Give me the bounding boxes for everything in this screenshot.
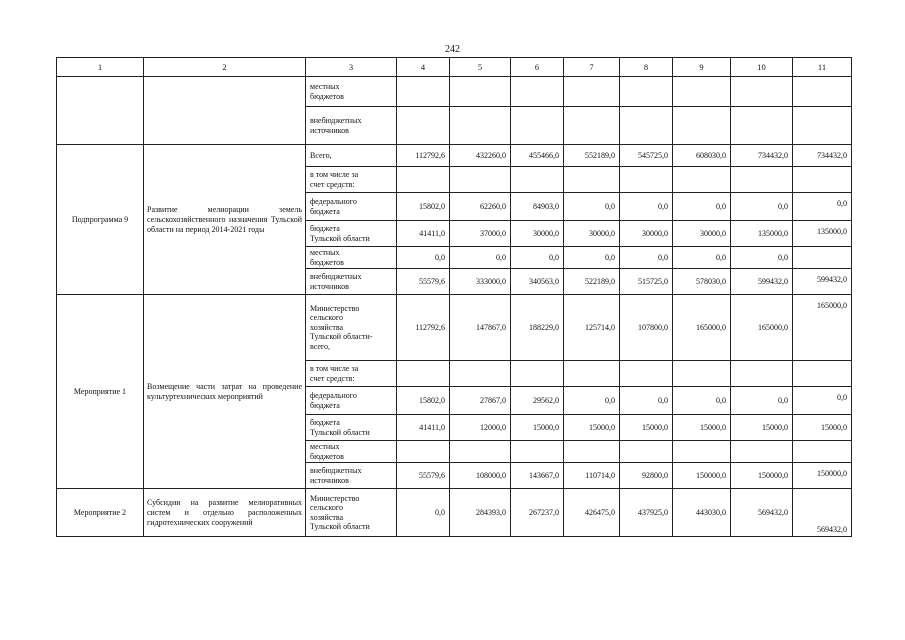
value-cell: 608030,0 bbox=[673, 145, 731, 167]
value-cell bbox=[397, 167, 450, 193]
value-cell: 30000,0 bbox=[673, 221, 731, 247]
value-cell bbox=[397, 77, 450, 107]
label-line: хозяйства bbox=[310, 322, 344, 332]
value-cell: 150000,0 bbox=[793, 463, 852, 489]
table-row bbox=[57, 77, 852, 107]
value-cell: 734432,0 bbox=[793, 145, 852, 167]
value-cell bbox=[673, 107, 731, 145]
label-line: хозяйства bbox=[310, 512, 344, 522]
funding-source-label bbox=[306, 167, 397, 193]
value-cell bbox=[731, 167, 793, 193]
value-cell: 188229,0 bbox=[511, 295, 564, 361]
value-cell bbox=[511, 107, 564, 145]
column-header: 3 bbox=[306, 58, 397, 77]
value-cell: 0,0 bbox=[731, 387, 793, 415]
label-line: Тульской области- bbox=[310, 332, 373, 342]
page-number: 242 bbox=[445, 44, 460, 55]
value-cell: 30000,0 bbox=[564, 221, 620, 247]
column-header: 9 bbox=[673, 58, 731, 77]
row-group-description: Развитие мелиорации земель сельскохозяйственного назначения Тульской области на период 2014-2021 годы bbox=[144, 145, 306, 295]
value-cell: 569432,0 bbox=[731, 489, 793, 537]
value-cell: 165000,0 bbox=[793, 295, 852, 361]
value-cell bbox=[793, 247, 852, 269]
column-header: 1 bbox=[57, 58, 144, 77]
value-cell: 545725,0 bbox=[620, 145, 673, 167]
value-cell: 455466,0 bbox=[511, 145, 564, 167]
label-line: бюджета bbox=[310, 418, 340, 428]
value-cell: 0,0 bbox=[793, 387, 852, 415]
funding-source-label bbox=[306, 221, 397, 247]
value-cell: 55579,6 bbox=[397, 269, 450, 295]
label-line: бюджета bbox=[310, 223, 340, 233]
label-line: источников bbox=[310, 281, 349, 291]
value-cell bbox=[620, 107, 673, 145]
value-cell: 0,0 bbox=[673, 247, 731, 269]
table-row bbox=[57, 145, 852, 167]
value-cell bbox=[620, 441, 673, 463]
value-cell: 15000,0 bbox=[564, 415, 620, 441]
table-body bbox=[57, 77, 852, 537]
label-line: в том числе за bbox=[310, 169, 359, 179]
value-cell: 165000,0 bbox=[731, 295, 793, 361]
value-cell: 0,0 bbox=[564, 247, 620, 269]
value-cell: 0,0 bbox=[564, 387, 620, 415]
column-header: 4 bbox=[397, 58, 450, 77]
value-cell: 284393,0 bbox=[450, 489, 511, 537]
value-cell: 432260,0 bbox=[450, 145, 511, 167]
value-cell bbox=[564, 167, 620, 193]
value-cell: 112792,6 bbox=[397, 145, 450, 167]
label-line: Министерство bbox=[310, 493, 360, 503]
label-line: бюджетов bbox=[310, 257, 344, 267]
funding-source-label bbox=[306, 415, 397, 441]
table-header bbox=[57, 58, 852, 77]
value-cell: 0,0 bbox=[620, 247, 673, 269]
label-line: Тульской области bbox=[310, 522, 370, 532]
label-line: местных bbox=[310, 442, 340, 452]
row-group-name: Подпрограмма 9 bbox=[57, 145, 144, 295]
value-cell bbox=[564, 361, 620, 387]
value-cell: 599432,0 bbox=[731, 269, 793, 295]
label-line: сельского bbox=[310, 503, 343, 513]
value-cell bbox=[511, 77, 564, 107]
value-cell: 15000,0 bbox=[793, 415, 852, 441]
funding-source-label bbox=[306, 441, 397, 463]
value-cell: 30000,0 bbox=[620, 221, 673, 247]
label-line: в том числе за bbox=[310, 364, 359, 374]
value-cell bbox=[450, 107, 511, 145]
row-group-description: Возмещение части затрат на проведение культуртехнических мероприятий bbox=[144, 295, 306, 489]
value-cell bbox=[673, 77, 731, 107]
value-cell: 147867,0 bbox=[450, 295, 511, 361]
value-cell: 515725,0 bbox=[620, 269, 673, 295]
value-cell bbox=[397, 441, 450, 463]
value-cell bbox=[564, 441, 620, 463]
value-cell bbox=[793, 77, 852, 107]
row-group-description: Субсидии на развитие мелиоративных систем и отдельно расположенных гидротехнических сооружений bbox=[144, 489, 306, 537]
value-cell bbox=[793, 107, 852, 145]
value-cell bbox=[620, 77, 673, 107]
value-cell: 552189,0 bbox=[564, 145, 620, 167]
column-header: 5 bbox=[450, 58, 511, 77]
value-cell: 108000,0 bbox=[450, 463, 511, 489]
value-cell bbox=[397, 107, 450, 145]
value-cell bbox=[731, 107, 793, 145]
label-line: счет средств: bbox=[310, 179, 355, 189]
column-header: 8 bbox=[620, 58, 673, 77]
value-cell bbox=[620, 361, 673, 387]
label-line: источников bbox=[310, 125, 349, 135]
column-header: 2 bbox=[144, 58, 306, 77]
value-cell: 0,0 bbox=[564, 193, 620, 221]
column-header: 10 bbox=[731, 58, 793, 77]
value-cell bbox=[793, 167, 852, 193]
value-cell: 150000,0 bbox=[731, 463, 793, 489]
label-line: бюджета bbox=[310, 400, 340, 410]
label-line: федерального bbox=[310, 196, 357, 206]
funding-source-label bbox=[306, 145, 397, 167]
value-cell: 0,0 bbox=[673, 193, 731, 221]
column-header: 6 bbox=[511, 58, 564, 77]
value-cell: 599432,0 bbox=[793, 269, 852, 295]
value-cell bbox=[450, 441, 511, 463]
value-cell: 734432,0 bbox=[731, 145, 793, 167]
funding-source-label bbox=[306, 247, 397, 269]
value-cell: 15000,0 bbox=[620, 415, 673, 441]
value-cell: 426475,0 bbox=[564, 489, 620, 537]
value-cell bbox=[793, 361, 852, 387]
value-cell: 15000,0 bbox=[673, 415, 731, 441]
value-cell: 0,0 bbox=[793, 193, 852, 221]
value-cell: 135000,0 bbox=[731, 221, 793, 247]
row-group-description bbox=[144, 77, 306, 145]
label-line: бюджета bbox=[310, 206, 340, 216]
label-line: всего, bbox=[310, 342, 331, 352]
label-line: Всего, bbox=[310, 150, 332, 160]
value-cell: 37000,0 bbox=[450, 221, 511, 247]
value-cell: 41411,0 bbox=[397, 415, 450, 441]
label-line: сельского bbox=[310, 313, 343, 323]
funding-source-label bbox=[306, 107, 397, 145]
value-cell bbox=[620, 167, 673, 193]
value-cell: 0,0 bbox=[511, 247, 564, 269]
funding-source-label bbox=[306, 387, 397, 415]
table-row bbox=[57, 295, 852, 361]
label-line: местных bbox=[310, 81, 340, 91]
value-cell bbox=[673, 167, 731, 193]
label-line: федерального bbox=[310, 391, 357, 401]
column-header: 11 bbox=[793, 58, 852, 77]
label-line: внебюджетных bbox=[310, 115, 362, 125]
value-cell: 0,0 bbox=[450, 247, 511, 269]
value-cell: 0,0 bbox=[397, 489, 450, 537]
value-cell: 30000,0 bbox=[511, 221, 564, 247]
value-cell: 15000,0 bbox=[731, 415, 793, 441]
value-cell: 12000,0 bbox=[450, 415, 511, 441]
label-line: бюджетов bbox=[310, 451, 344, 461]
value-cell bbox=[450, 361, 511, 387]
value-cell: 107800,0 bbox=[620, 295, 673, 361]
funding-source-label bbox=[306, 361, 397, 387]
value-cell: 92800,0 bbox=[620, 463, 673, 489]
value-cell: 578030,0 bbox=[673, 269, 731, 295]
value-cell bbox=[564, 77, 620, 107]
funding-source-label bbox=[306, 463, 397, 489]
value-cell bbox=[793, 441, 852, 463]
table-row bbox=[57, 489, 852, 537]
value-cell bbox=[564, 107, 620, 145]
value-cell: 165000,0 bbox=[673, 295, 731, 361]
funding-source-label bbox=[306, 269, 397, 295]
value-cell bbox=[731, 77, 793, 107]
value-cell: 443030,0 bbox=[673, 489, 731, 537]
value-cell: 0,0 bbox=[673, 387, 731, 415]
row-group-name: Мероприятие 2 bbox=[57, 489, 144, 537]
value-cell: 0,0 bbox=[397, 247, 450, 269]
value-cell: 29562,0 bbox=[511, 387, 564, 415]
value-cell: 569432,0 bbox=[793, 489, 852, 537]
value-cell: 15000,0 bbox=[511, 415, 564, 441]
value-cell: 0,0 bbox=[731, 247, 793, 269]
label-line: местных bbox=[310, 248, 340, 257]
row-group-name bbox=[57, 77, 144, 145]
label-line: Министерство bbox=[310, 303, 360, 313]
value-cell: 522189,0 bbox=[564, 269, 620, 295]
value-cell: 27867,0 bbox=[450, 387, 511, 415]
value-cell bbox=[450, 167, 511, 193]
value-cell: 15802,0 bbox=[397, 387, 450, 415]
value-cell: 41411,0 bbox=[397, 221, 450, 247]
value-cell: 55579,6 bbox=[397, 463, 450, 489]
label-line: бюджетов bbox=[310, 91, 344, 101]
budget-table bbox=[56, 57, 852, 537]
label-line: внебюджетных bbox=[310, 272, 362, 282]
value-cell: 135000,0 bbox=[793, 221, 852, 247]
value-cell: 125714,0 bbox=[564, 295, 620, 361]
funding-source-label bbox=[306, 489, 397, 537]
value-cell bbox=[450, 77, 511, 107]
value-cell bbox=[673, 361, 731, 387]
value-cell: 150000,0 bbox=[673, 463, 731, 489]
value-cell: 84903,0 bbox=[511, 193, 564, 221]
value-cell bbox=[673, 441, 731, 463]
row-group-name: Мероприятие 1 bbox=[57, 295, 144, 489]
value-cell: 267237,0 bbox=[511, 489, 564, 537]
label-line: счет средств: bbox=[310, 373, 355, 383]
value-cell: 110714,0 bbox=[564, 463, 620, 489]
value-cell bbox=[397, 361, 450, 387]
value-cell bbox=[731, 361, 793, 387]
value-cell: 15802,0 bbox=[397, 193, 450, 221]
value-cell bbox=[511, 167, 564, 193]
funding-source-label bbox=[306, 77, 397, 107]
value-cell: 0,0 bbox=[620, 387, 673, 415]
value-cell bbox=[731, 441, 793, 463]
value-cell: 0,0 bbox=[620, 193, 673, 221]
value-cell: 62260,0 bbox=[450, 193, 511, 221]
value-cell: 0,0 bbox=[731, 193, 793, 221]
value-cell: 112792,6 bbox=[397, 295, 450, 361]
value-cell bbox=[511, 441, 564, 463]
funding-source-label bbox=[306, 295, 397, 361]
value-cell: 340563,0 bbox=[511, 269, 564, 295]
funding-source-label bbox=[306, 193, 397, 221]
value-cell: 437925,0 bbox=[620, 489, 673, 537]
label-line: источников bbox=[310, 475, 349, 485]
label-line: Тульской области bbox=[310, 427, 370, 437]
column-header: 7 bbox=[564, 58, 620, 77]
label-line: внебюджетных bbox=[310, 466, 362, 476]
label-line: Тульской области bbox=[310, 233, 370, 243]
value-cell bbox=[511, 361, 564, 387]
value-cell: 143667,0 bbox=[511, 463, 564, 489]
value-cell: 333000,0 bbox=[450, 269, 511, 295]
